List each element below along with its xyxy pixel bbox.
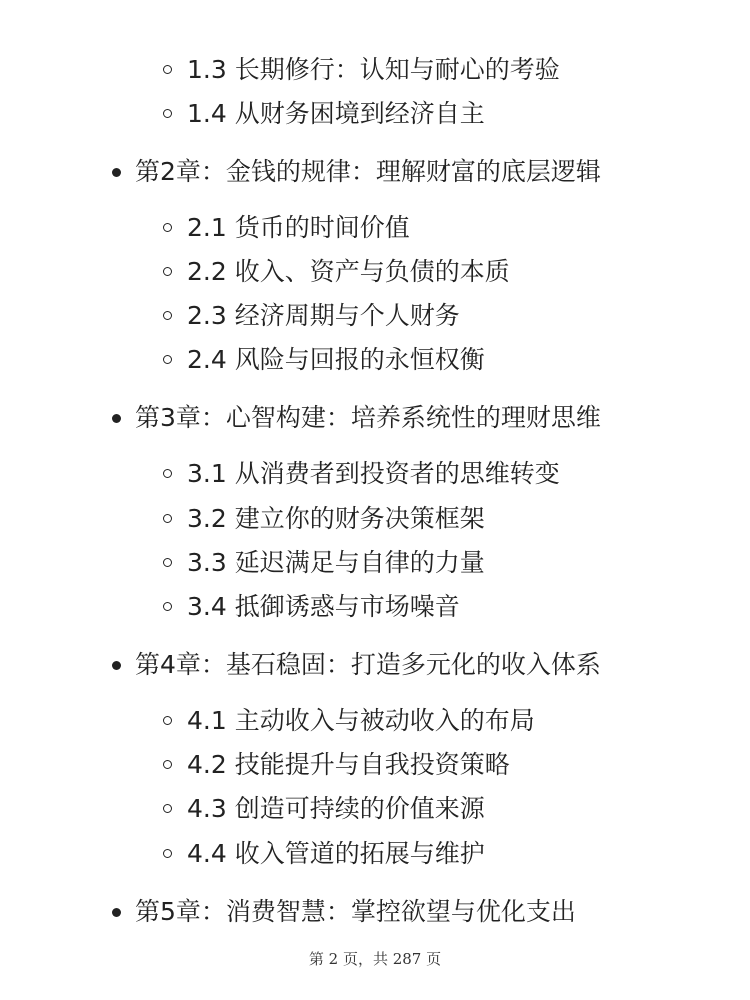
hollow-bullet-icon [163,469,172,478]
hollow-bullet-icon [163,109,172,118]
section-title: 3.1 从消费者到投资者的思维转变 [187,459,560,488]
filled-bullet-icon [112,908,121,917]
filled-bullet-icon [112,414,121,423]
section-title: 3.3 延迟满足与自律的力量 [187,548,485,577]
hollow-bullet-icon [163,65,172,74]
hollow-bullet-icon [163,602,172,611]
chapter-title: 第4章：基石稳固：打造多元化的收入体系 [135,650,601,679]
hollow-bullet-icon [163,849,172,858]
hollow-bullet-icon [163,716,172,725]
chapter-title: 第2章：金钱的规律：理解财富的底层逻辑 [135,157,601,186]
section-title: 2.4 风险与回报的永恒权衡 [187,345,485,374]
section-title: 1.4 从财务困境到经济自主 [187,99,485,128]
section-title: 4.3 创造可持续的价值来源 [187,794,485,823]
section-title: 2.3 经济周期与个人财务 [187,301,460,330]
hollow-bullet-icon [163,311,172,320]
section-title: 2.1 货币的时间价值 [187,213,410,242]
chapter-title: 第3章：心智构建：培养系统性的理财思维 [135,403,601,432]
chapter-title: 第5章：消费智慧：掌控欲望与优化支出 [135,897,576,926]
section-title: 4.1 主动收入与被动收入的布局 [187,706,535,735]
hollow-bullet-icon [163,558,172,567]
filled-bullet-icon [112,661,121,670]
section-title: 4.2 技能提升与自我投资策略 [187,750,510,779]
section-title: 2.2 收入、资产与负债的本质 [187,257,510,286]
section-title: 4.4 收入管道的拓展与维护 [187,839,485,868]
page-number-footer: 第 2 页，共 287 页 [308,950,442,968]
hollow-bullet-icon [163,514,172,523]
section-title: 1.3 长期修行：认知与耐心的考验 [187,55,560,84]
section-title: 3.4 抵御诱惑与市场噪音 [187,592,460,621]
section-title: 3.2 建立你的财务决策框架 [187,504,485,533]
filled-bullet-icon [112,168,121,177]
hollow-bullet-icon [163,804,172,813]
hollow-bullet-icon [163,760,172,769]
hollow-bullet-icon [163,223,172,232]
hollow-bullet-icon [163,267,172,276]
hollow-bullet-icon [163,355,172,364]
